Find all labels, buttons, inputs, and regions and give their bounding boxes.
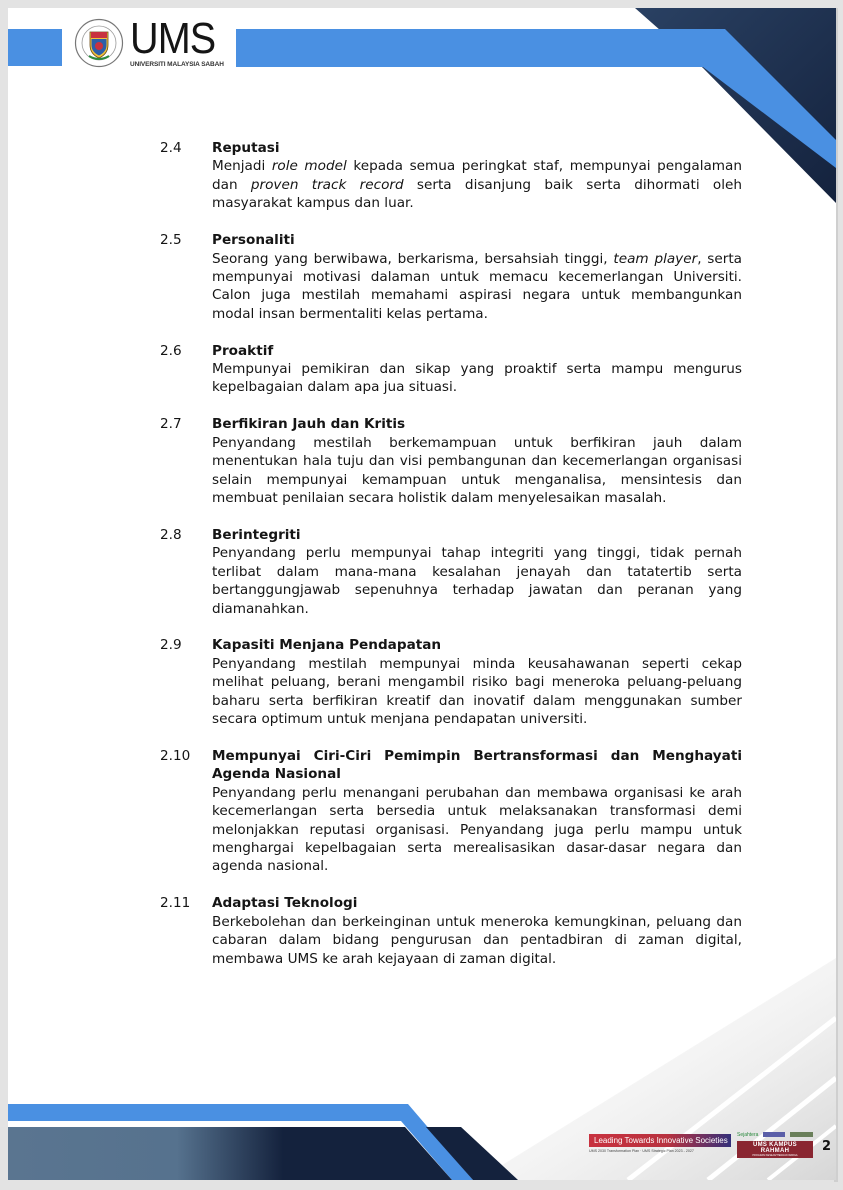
kampus-sublabel: PROGRAM KESEJAHTERAAN WARGA [752,1154,798,1157]
section-number: 2.4 [160,140,182,156]
section-number: 2.10 [160,747,191,764]
section-paragraph [212,360,742,397]
section-body [212,139,742,213]
partner-logo-3-icon [790,1132,813,1137]
tagline-text: Leading Towards Innovative Societies [589,1134,731,1147]
text-run: Menjadi [212,158,272,175]
university-crest-icon [74,18,124,68]
section-title: Kapasiti Menjana Pendapatan [212,637,442,654]
section-2-4 [160,139,742,213]
tagline-subtext: UMS 2030 Transformation Plan · UMS Strategic Plan 2023 - 2027 [589,1149,694,1153]
logo-subtitle: UNIVERSITI MALAYSIA SABAH [130,60,224,68]
text-run: Mempunyai pemikiran dan sikap yang proaktif serta mampu mengurus kepelbagaian dalam apa jua situasi. [212,361,742,396]
section-body [212,526,742,618]
section-title: Reputasi [212,140,280,156]
section-title: Mempunyai Ciri-Ciri Pemimpin Bertransformasi dan Menghayati Agenda Nasional [212,747,742,783]
section-title: Adaptasi Teknologi [212,895,358,912]
text-run: Penyandang mestilah berkemampuan untuk berfikiran jauh dalam menentukan hala tuju dan visi pembangunan dan kecemerlangan organisasi selain mempunyai kemampuan untuk menganalisa, mensintesis dan membuat penilaian secara holistik dalam menyelesaikan masalah. [212,434,742,506]
page-number: 2 [822,1139,832,1154]
section-2-7 [160,415,742,507]
text-run: kepada semua peringkat staf, mempunyai pengalaman dan [212,158,742,193]
section-title: Berintegriti [212,526,301,543]
logo-title: UMS [130,13,216,63]
section-body [212,342,742,397]
section-title: Berfikiran Jauh dan Kritis [212,416,406,433]
section-body [212,894,742,968]
text-run: serta disanjung baik serta dihormati oleh masyarakat kampus dan luar. [212,176,742,212]
document-page [8,8,836,1180]
section-body [212,636,742,728]
section-2-11 [160,894,742,968]
section-number: 2.6 [160,342,182,359]
text-run: Seorang yang berwibawa, berkarisma, bersahsiah tinggi, [212,250,614,267]
partner-logo-2-icon [763,1132,784,1137]
text-run: Berkebolehan dan berkeinginan untuk meneroka kemungkinan, peluang dan cabaran dalam bidang pengurusan dan pentadbiran di zaman digital, membawa UMS ke arah kejayaan di zaman digital. [212,913,742,967]
footer-navy-band [8,1127,452,1180]
section-2-9 [160,636,742,728]
ums-logo [74,13,225,68]
text-run: Penyandang perlu menangani perubahan dan membawa organisasi ke arah kecemerlangan serta bersedia untuk melaksanakan transformasi demi melonjakkan reputasi organisasi. Penyandang juga perlu mampu untuk menghargai kepelbagaian serta merealisasikan dasar-dasar negara dan agenda nasional. [212,784,742,875]
section-paragraph [212,655,742,729]
section-number: 2.9 [160,637,182,654]
text-run: , serta mempunyai motivasi dalaman untuk memacu kecemerlangan Universiti. Calon juga mestilah memahami aspirasi negara untuk membangunkan modal insan bermentaliti kelas pertama. [212,250,742,322]
section-2-5 [160,231,742,323]
section-paragraph [212,434,742,508]
section-paragraph [212,544,742,618]
italic-phrase: proven track record [250,176,404,193]
section-title: Personaliti [212,232,295,249]
tagline-badge [589,1134,731,1153]
section-2-6 [160,342,742,397]
section-paragraph [212,250,742,324]
header-blue-bar-left [8,29,62,66]
section-2-10 [160,747,742,876]
section-body [212,415,742,507]
section-2-8 [160,526,742,618]
section-number: 2.11 [160,895,191,912]
section-body [212,747,742,876]
partner-logos [737,1130,813,1158]
kampus-rahmah-badge [737,1141,813,1158]
italic-phrase: role model [271,158,347,175]
section-paragraph [212,913,742,968]
partner-label: Sejahtera [737,1131,759,1138]
section-title: Proaktif [212,342,274,359]
section-number: 2.5 [160,232,182,249]
section-number: 2.8 [160,526,182,543]
section-paragraph [212,157,742,212]
section-body [212,231,742,323]
italic-phrase: team player [613,250,698,267]
text-run: Penyandang perlu mempunyai tahap integriti yang tinggi, tidak pernah terlibat dalam mana-mana kesalahan jenayah dan tatatertib serta bertanggungjawab sepenuhnya terhadap jawatan dan peranan yang diamanahkan. [212,545,742,617]
section-number: 2.7 [160,416,182,433]
document-body [160,139,742,986]
section-paragraph [212,784,742,876]
text-run: Penyandang mestilah mempunyai minda keusahawanan seperti cekap melihat peluang, berani mengambil risiko bagi meneroka peluang-peluang baharu serta berfikiran kreatif dan inovatif dalam menggunakan sumber secara optimum untuk menjana pendapatan universiti. [212,655,742,728]
kampus-label: UMS KAMPUS RAHMAH [752,1142,797,1154]
